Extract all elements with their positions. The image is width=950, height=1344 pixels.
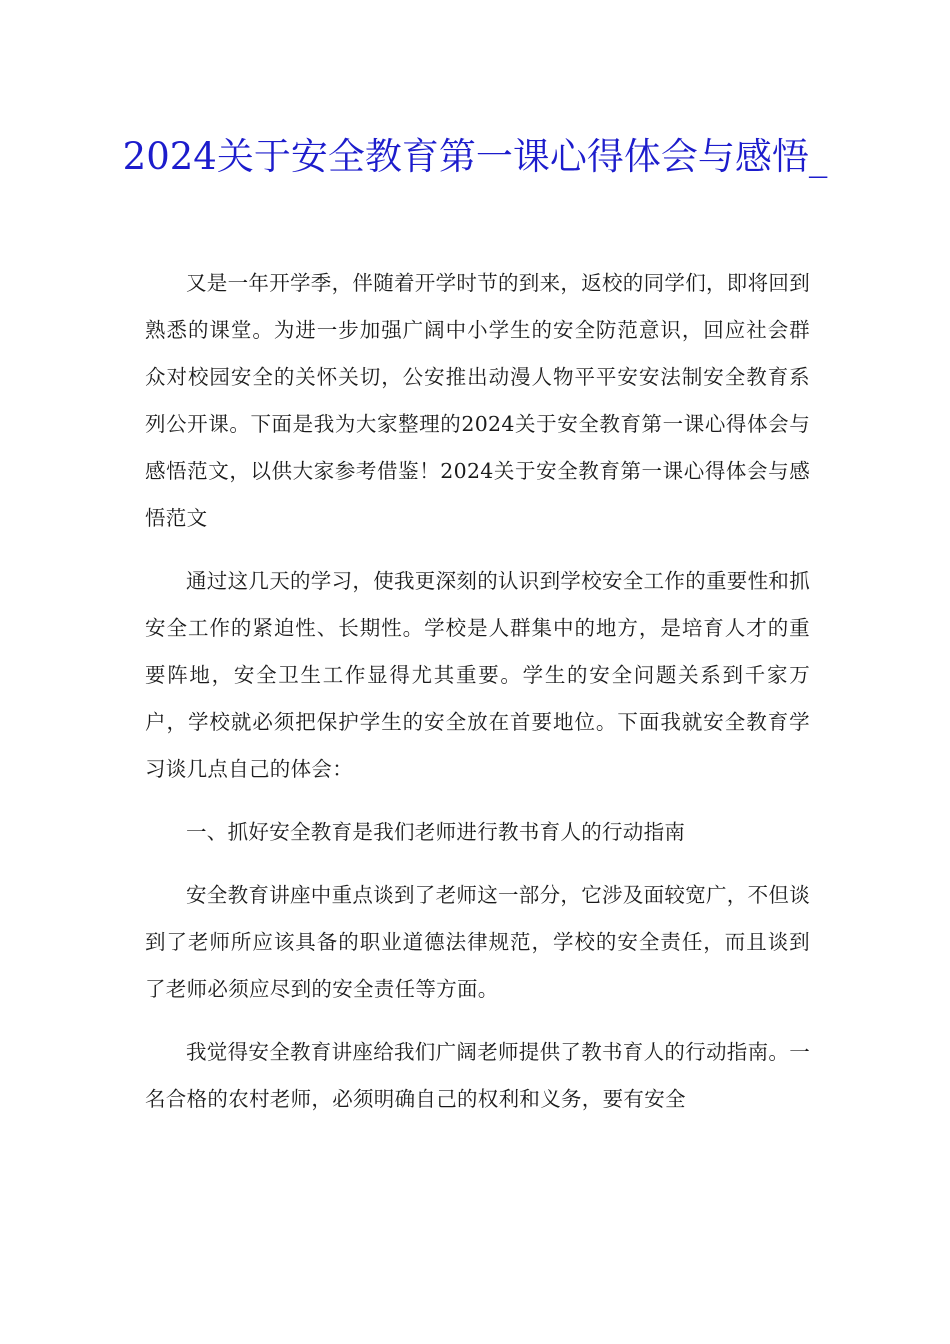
paragraph-intro: 又是一年开学季，伴随着开学时节的到来，返校的同学们，即将回到熟悉的课堂。为进一步加强广阔中小学生的安全防范意识，回应社会群众对校园安全的关怀关切，公安推出动漫人物平平安安法制安全教育系列公开课。下面是我为大家整理的2024关于安全教育第一课心得体会与感悟范文，以供大家参考借鉴！2024关于安全教育第一课心得体会与感悟范文 xyxy=(145,271,810,530)
paragraph-lecture: 安全教育讲座中重点谈到了老师这一部分，它涉及面较宽广，不但谈到了老师所应该具备的职业道德法律规范，学校的安全责任，而且谈到了老师必须应尽到的安全责任等方面。 xyxy=(145,883,810,1001)
section-heading-one: 一、抓好安全教育是我们老师进行教书育人的行动指南 xyxy=(186,820,686,844)
document-body xyxy=(145,260,810,1139)
document-title: 2024关于安全教育第一课心得体会与感悟_ xyxy=(122,135,828,178)
paragraph-learning: 通过这几天的学习，使我更深刻的认识到学校安全工作的重要性和抓安全工作的紧迫性、长期性。学校是人群集中的地方，是培育人才的重要阵地，安全卫生工作显得尤其重要。学生的安全问题关系到千家万户，学校就必须把保护学生的安全放在首要地位。下面我就安全教育学习谈几点自己的体会： xyxy=(145,569,810,781)
paragraph-guide: 我觉得安全教育讲座给我们广阔老师提供了教书育人的行动指南。一名合格的农村老师，必须明确自己的权利和义务，要有安全 xyxy=(145,1040,810,1111)
